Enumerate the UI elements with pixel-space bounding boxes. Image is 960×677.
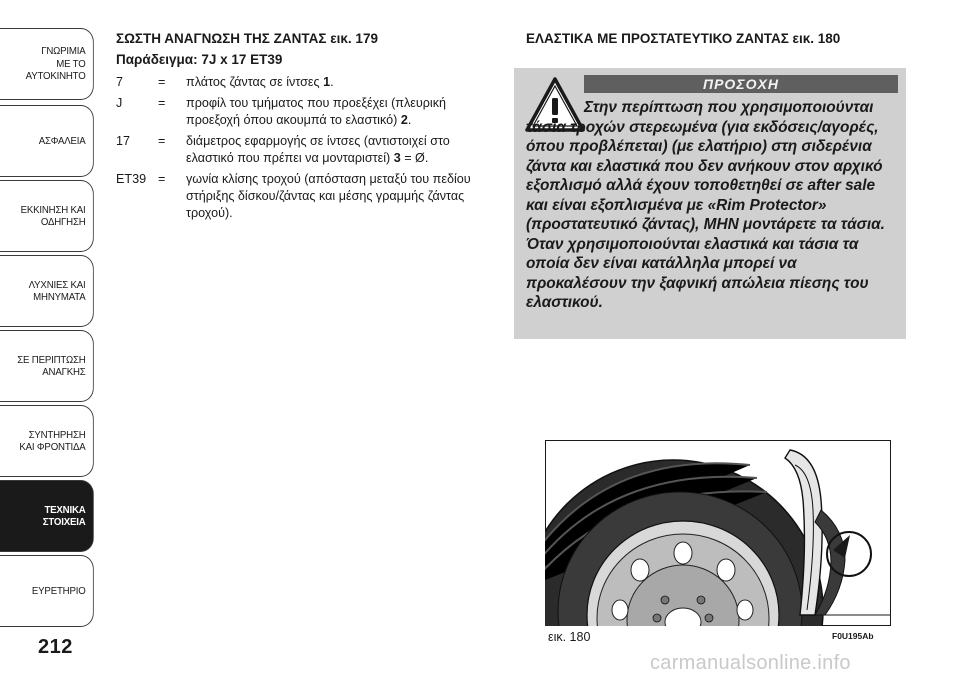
warning-box bbox=[514, 68, 906, 339]
tab-technical-data[interactable]: ΤΕΧΝΙΚΑ ΣΤΟΙΧΕΙΑ bbox=[0, 480, 94, 552]
watermark: carmanualsonline.info bbox=[650, 652, 851, 674]
definition-item bbox=[116, 171, 496, 222]
definition-equals: = bbox=[158, 134, 166, 148]
tab-getting-to-know[interactable]: ΓΝΩΡΙΜΙΑ ΜΕ ΤΟ ΑΥΤΟΚΙΝΗΤΟ bbox=[0, 28, 94, 100]
definition-text: γωνία κλίσης τροχού (απόσταση μεταξύ του πεδίου στήριξης δίσκου/ζάντας και μέσης γραμμής ζάντας τροχού). bbox=[186, 172, 471, 220]
definition-key: 17 bbox=[116, 134, 131, 148]
definition-equals: = bbox=[158, 75, 166, 89]
figure-tire-rim-protector bbox=[545, 440, 891, 626]
tab-lights-messages[interactable]: ΛΥΧΝΙΕΣ ΚΑΙ ΜΗΝΥΜΑΤΑ bbox=[0, 255, 94, 327]
definition-text: πλάτος ζάντας σε ίντσες 1. bbox=[186, 75, 334, 89]
warning-title: ΠΡΟΣΟΧΗ bbox=[584, 75, 898, 93]
definition-key: J bbox=[116, 96, 123, 110]
definition-equals: = bbox=[158, 172, 166, 186]
definitions-list bbox=[116, 74, 496, 226]
tab-maintenance[interactable]: ΣΥΝΤΗΡΗΣΗ ΚΑΙ ΦΡΟΝΤΙΔΑ bbox=[0, 405, 94, 477]
tab-index[interactable]: ΕΥΡΕΤΗΡΙΟ bbox=[0, 555, 94, 627]
figure-caption: εικ. 180 bbox=[548, 630, 591, 644]
figure-code: F0U195Ab bbox=[832, 631, 874, 641]
section-heading-rim-protector: ΕΛΑΣΤΙΚΑ ΜΕ ΠΡΟΣΤΑΤΕΥΤΙΚΟ ΖΑΝΤΑΣ εικ. 180 bbox=[526, 31, 841, 46]
tire-illustration bbox=[545, 440, 891, 626]
tab-safety[interactable]: ΑΣΦΑΛΕΙΑ bbox=[0, 105, 94, 177]
page-number: 212 bbox=[38, 636, 73, 658]
definition-item bbox=[116, 133, 496, 167]
definition-key: 7 bbox=[116, 75, 124, 89]
example-heading: Παράδειγμα: 7J x 17 ET39 bbox=[116, 52, 283, 67]
tab-starting-driving[interactable]: ΕΚΚΙΝΗΣΗ ΚΑΙ ΟΔΗΓΗΣΗ bbox=[0, 180, 94, 252]
tab-emergency[interactable]: ΣΕ ΠΕΡΙΠΤΩΣΗ ΑΝΑΓΚΗΣ bbox=[0, 330, 94, 402]
definition-key: ET39 bbox=[116, 172, 147, 186]
definition-text: διάμετρος εφαρμογής σε ίντσες (αντιστοιχεί στο ελαστικό που πρέπει να μονταριστεί) 3 = Ø. bbox=[186, 134, 450, 165]
definition-item bbox=[116, 95, 496, 129]
definition-text: προφίλ του τμήματος που προεξέχει (πλευρική προεξοχή όπου ακουμπά το ελαστικό) 2. bbox=[186, 96, 447, 127]
definition-equals: = bbox=[158, 96, 166, 110]
definition-item bbox=[116, 74, 496, 91]
section-heading-rim-reading: ΣΩΣΤΗ ΑΝΑΓΝΩΣΗ ΤΗΣ ΖΑΝΤΑΣ εικ. 179 bbox=[116, 31, 378, 46]
warning-body: Στην περίπτωση που χρησιμοποιούνται τάσια τροχών στερεωμένα (για εκδόσεις/αγορές, όπου προβλέπεται) (με ελατήριο) στη σιδερένια ζάντα και ελαστικά που δεν ανήκουν στον αρχικό εξοπλισμό αλλά έχουν τοποθετηθεί σε after sale και είναι εξοπλισμένα με «Rim Protector» (προστατευτικό ζάντας), ΜΗΝ μοντάρετε τα τάσια. Όταν χρησιμοποιούνται ελαστικά και τάσια τα οποία δεν είναι κατάλληλα μπορεί να προκαλέσουν την ξαφνική απώλεια πίεσης του ελαστικού. bbox=[526, 99, 885, 311]
